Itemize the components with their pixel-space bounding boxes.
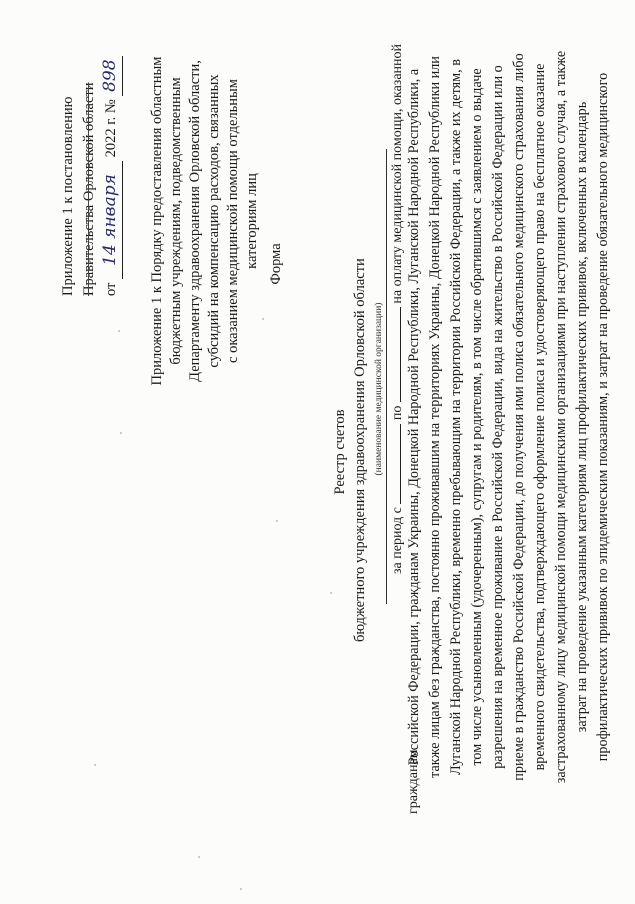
body-line: Луганской Народной Республики, временно пребывающим на территории Российской Федерации, а также их детям, в — [448, 59, 464, 775]
scan-speck — [120, 432, 122, 434]
appendix2-line: субсидий на компенсацию расходов, связанных — [206, 74, 222, 368]
appendix-procedure — [148, 56, 262, 386]
body-line: Российской Федерации, гражданам Украины, Донецкой Народной Республики, Луганской Народной Республики, а — [406, 68, 422, 766]
title-line-2: бюджетного учреждения здравоохранения Орловской области — [352, 258, 368, 642]
appendix2-line: категориям лиц — [244, 173, 260, 269]
date-field — [100, 161, 123, 279]
appendix2-line: с оказанием медицинской помощи отдельным — [225, 79, 241, 363]
scan-speck — [240, 888, 242, 890]
body-line: том числе усыновленным (удочеренным), супругам и родителям, в том числе обратившимся с заявлением о выдаче — [469, 68, 485, 766]
appendix-header — [58, 16, 123, 296]
title-line-1: Реестр счетов — [332, 409, 348, 495]
body-line: приеме в гражданство Российской Федерации, до получения ими полиса обязательного медицинского страхования либо — [511, 53, 527, 781]
handwritten-number: 898 — [100, 59, 120, 92]
appendix2-line: бюджетным учреждениям, подведомственным — [168, 77, 184, 365]
body-line: временного свидетельства, подтверждающего оформление полиса и удостоверяющего право на бесплатное оказание — [532, 63, 548, 771]
year-text: 2022 г. № — [103, 99, 119, 158]
appendix-line-2: Правительства Орловской области — [81, 82, 97, 296]
body-line: также лицам без гражданства, постоянно проживавшим на территориях Украины, Донецкой Народной Республики или — [427, 56, 443, 778]
date-prefix: от — [103, 282, 119, 296]
period-from-field — [400, 424, 401, 504]
period-to-field — [400, 307, 401, 402]
org-name-underline — [386, 149, 387, 604]
appendix2-line: Приложение 1 к Порядку предоставления областным — [149, 56, 165, 386]
appendix-line-1: Приложение 1 к постановлению — [60, 96, 76, 296]
period-tail: на оплату медицинской помощи, оказанной гражданам — [390, 43, 421, 814]
scan-speck — [94, 764, 96, 766]
body-line: разрешения на временное проживание в Российской Федерации, вида на жительство в Российской Федерации или о — [490, 65, 506, 769]
body-line: профилактических прививок по эпидемическим показаниям, и затрат на проведение обязательного медицинского — [595, 72, 611, 762]
period-to-label: по — [390, 405, 405, 421]
scan-speck — [276, 520, 278, 522]
appendix2-line: Департаменту здравоохранения Орловской области, — [187, 60, 203, 382]
handwritten-date: 14 января — [100, 174, 120, 266]
body-line: затрат на проведение указанным категориям лиц профилактических прививок, включенных в календарь — [574, 101, 590, 733]
scan-speck — [330, 592, 332, 594]
scan-speck — [198, 856, 200, 858]
body-line: застрахованному лицу медицинской помощи медицинскими организациями при наступлении страхового случая, а также — [553, 50, 569, 784]
number-field — [100, 56, 123, 96]
org-name-hint: (наименование медицинской организации) — [374, 302, 384, 476]
scan-speck — [262, 318, 264, 320]
scan-speck — [118, 330, 120, 332]
period-from-label: за период с — [390, 507, 405, 574]
body-text — [404, 2, 614, 832]
form-label: Форма — [268, 243, 284, 285]
document-title — [330, 258, 370, 642]
appendix-date-line — [100, 16, 123, 296]
